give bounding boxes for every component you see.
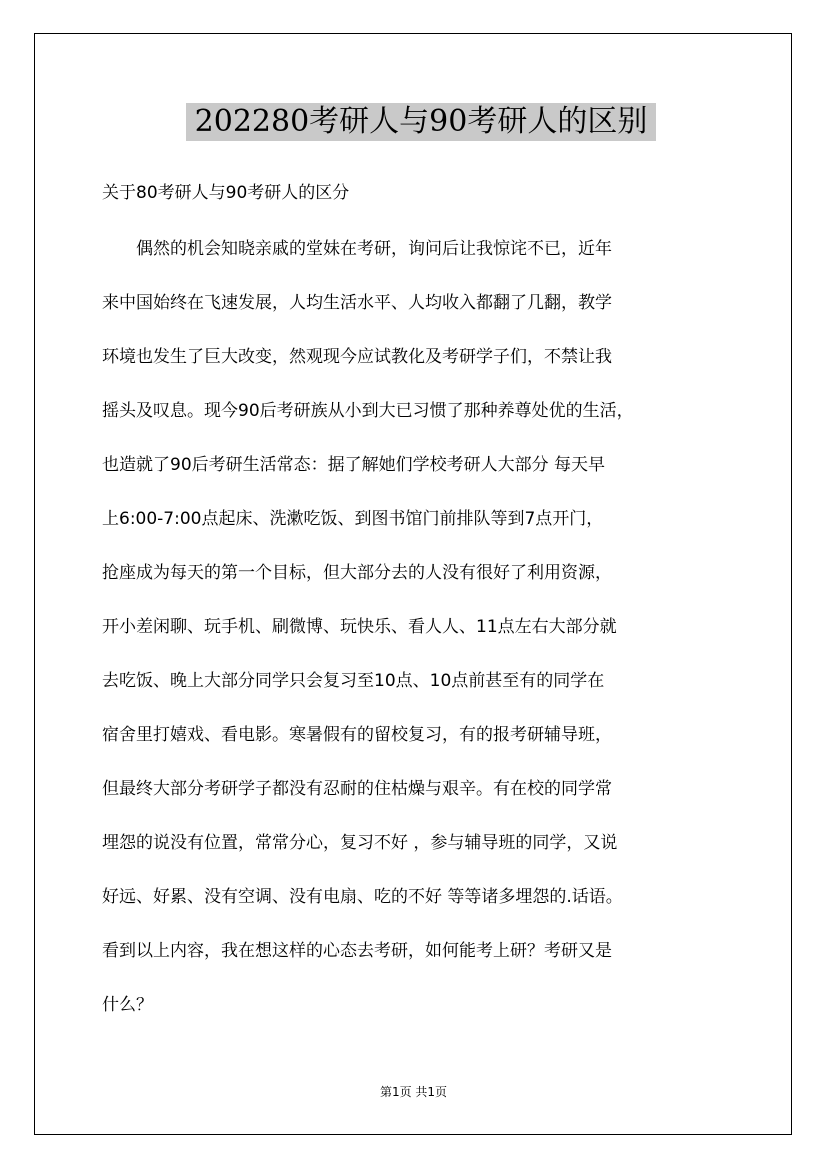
paragraph-line: 去吃饭、晚上大部分同学只会复习至10点、10点前甚至有的同学在 bbox=[102, 671, 605, 691]
paragraph-line: 偶然的机会知晓亲戚的堂妹在考研，询问后让我惊诧不已，近年 bbox=[102, 239, 612, 259]
paragraph-line: 埋怨的说没有位置，常常分心，复习不好 ，参与辅导班的同学，又说 bbox=[102, 833, 618, 853]
paragraph-line: 宿舍里打嬉戏、看电影。寒暑假有的留校复习，有的报考研辅导班， bbox=[102, 725, 612, 745]
paragraph-line: 来中国始终在飞速发展，人均生活水平、人均收入都翻了几翻，教学 bbox=[102, 293, 612, 313]
paragraph-line: 抢座成为每天的第一个目标，但大部分去的人没有很好了利用资源， bbox=[102, 563, 612, 583]
paragraph-line: 好远、好累、没有空调、没有电扇、吃的不好 等等诸多埋怨的.话语。 bbox=[102, 887, 623, 907]
paragraph-line: 环境也发生了巨大改变，然观现今应试教化及考研学子们，不禁让我 bbox=[102, 347, 612, 367]
paragraph-line: 上6:00-7:00点起床、洗漱吃饭、到图书馆门前排队等到7点开门， bbox=[102, 509, 604, 529]
paragraph-line: 什么？ bbox=[102, 995, 153, 1015]
paragraph-line: 摇头及叹息。现今90后考研族从小到大已习惯了那种养尊处优的生活， bbox=[102, 401, 634, 421]
paragraph-line: 也造就了90后考研生活常态：据了解她们学校考研人大部分 每天早 bbox=[102, 455, 606, 475]
paragraph-line: 但最终大部分考研学子都没有忍耐的住枯燥与艰辛。有在校的同学常 bbox=[102, 779, 612, 799]
document-subtitle: 关于80考研人与90考研人的区分 bbox=[102, 183, 350, 203]
page-number-footer: 第1页 共1页 bbox=[379, 1085, 448, 1099]
paragraph-line: 开小差闲聊、玩手机、刷微博、玩快乐、看人人、11点左右大部分就 bbox=[102, 617, 617, 637]
document-title: 202280考研人与90考研人的区别 bbox=[186, 103, 656, 141]
paragraph-line: 看到以上内容，我在想这样的心态去考研，如何能考上研？考研又是 bbox=[102, 941, 612, 961]
